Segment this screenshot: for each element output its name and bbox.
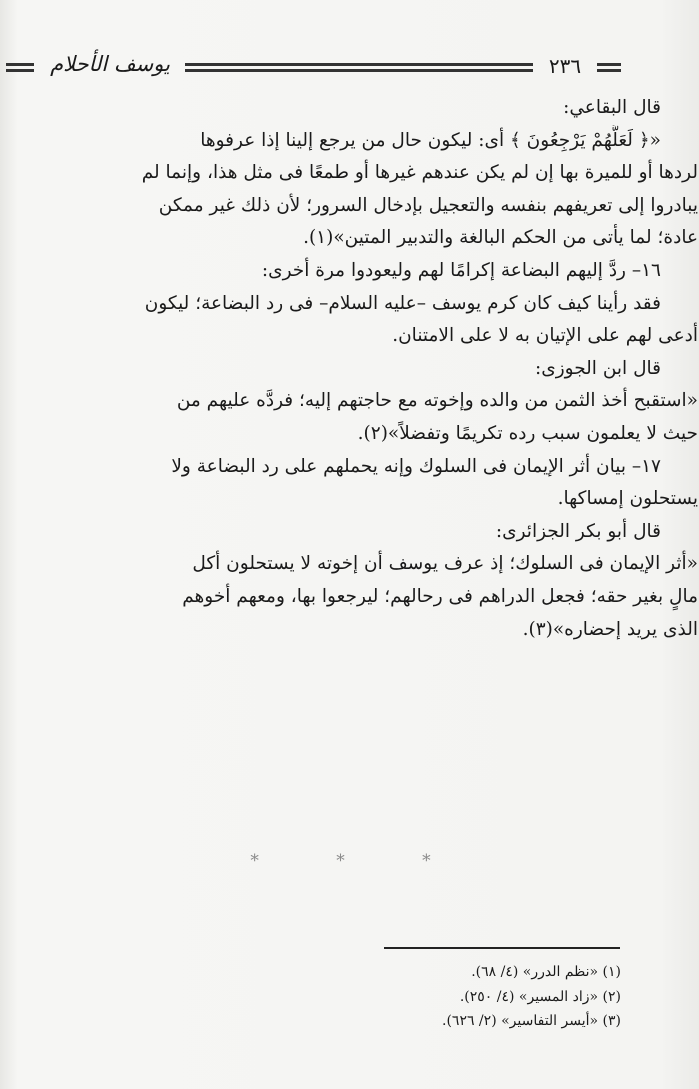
header-rule-right <box>597 63 621 72</box>
text-line: فقد رأينا كيف كان كرم يوسف –عليه السلام– فى رد البضاعة؛ ليكون <box>144 292 661 314</box>
text-line: يبادروا إلى تعريفهم بنفسه والتعجيل بإدخال السرور؛ لأن ذلك غير ممكن <box>158 194 698 216</box>
section-heading: ١٧– بيان أثر الإيمان فى السلوك وإنه يحملهم على رد البضاعة ولا <box>171 455 661 477</box>
text-line: عادة؛ لما يأتى من الحكم البالغة والتدبير المتين»(١). <box>303 227 698 249</box>
text-line: «﴿ لَعَلَّهُمْ يَرْجِعُونَ ﴾ أى: ليكون حال من يرجع إلينا إذا عرفوها <box>200 129 661 151</box>
text-line: مالٍ بغير حقه؛ فجعل الدراهم فى رحالهم؛ ليرجعوا بها، ومعهم أخوهم <box>182 585 698 607</box>
text-line: قال البقاعي: <box>563 97 661 118</box>
footnotes <box>221 960 621 1034</box>
text-line: «استقبح أخذ الثمن من والده وإخوته مع حاجتهم إليه؛ فردَّه عليهم من <box>176 390 698 412</box>
header-rule-middle <box>185 63 533 72</box>
footnote: (٢) «زاد المسير» (٤/ ٢٥٠). <box>459 988 621 1005</box>
running-title: يوسف الأحلام <box>50 52 170 76</box>
text-line: أدعى لهم على الإتيان به لا على الامتنان. <box>392 325 698 347</box>
footnote-rule <box>384 947 620 949</box>
text-line: لردها أو للميرة بها إن لم يكن عندهم غيرها أو طمعًا فى مثل هذا، وإنما لم <box>141 162 698 184</box>
page-number: ٢٣٦ <box>548 54 582 78</box>
asterisk-ornament: * <box>336 851 363 871</box>
body-text <box>12 92 698 646</box>
text-line: الذى يريد إحضاره»(٣). <box>522 618 698 640</box>
text-line: «أثر الإيمان فى السلوك؛ إذ عرف يوسف أن إخوته لا يستحلون أكل <box>192 553 698 575</box>
section-heading: ١٦– ردَّ إليهم البضاعة إكرامًا لهم وليعودوا مرة أخرى: <box>261 259 661 281</box>
page-header <box>0 54 699 90</box>
asterisk-ornament: * <box>250 851 277 871</box>
footnote: (٣) «أيسر التفاسير» (٢/ ٦٢٦). <box>442 1013 621 1029</box>
section-separator <box>0 851 699 871</box>
text-line: قال ابن الجوزى: <box>535 357 661 379</box>
asterisk-ornament: * <box>422 851 449 871</box>
header-rule-left <box>6 63 34 72</box>
text-line: حيث لا يعلمون سبب رده تكريمًا وتفضلاً»(٢). <box>357 422 698 444</box>
text-line: يستحلون إمساكها. <box>557 488 698 510</box>
footnote: (١) «نظم الدرر» (٤/ ٦٨). <box>471 964 621 980</box>
text-line: قال أبو بكر الجزائرى: <box>495 520 661 542</box>
